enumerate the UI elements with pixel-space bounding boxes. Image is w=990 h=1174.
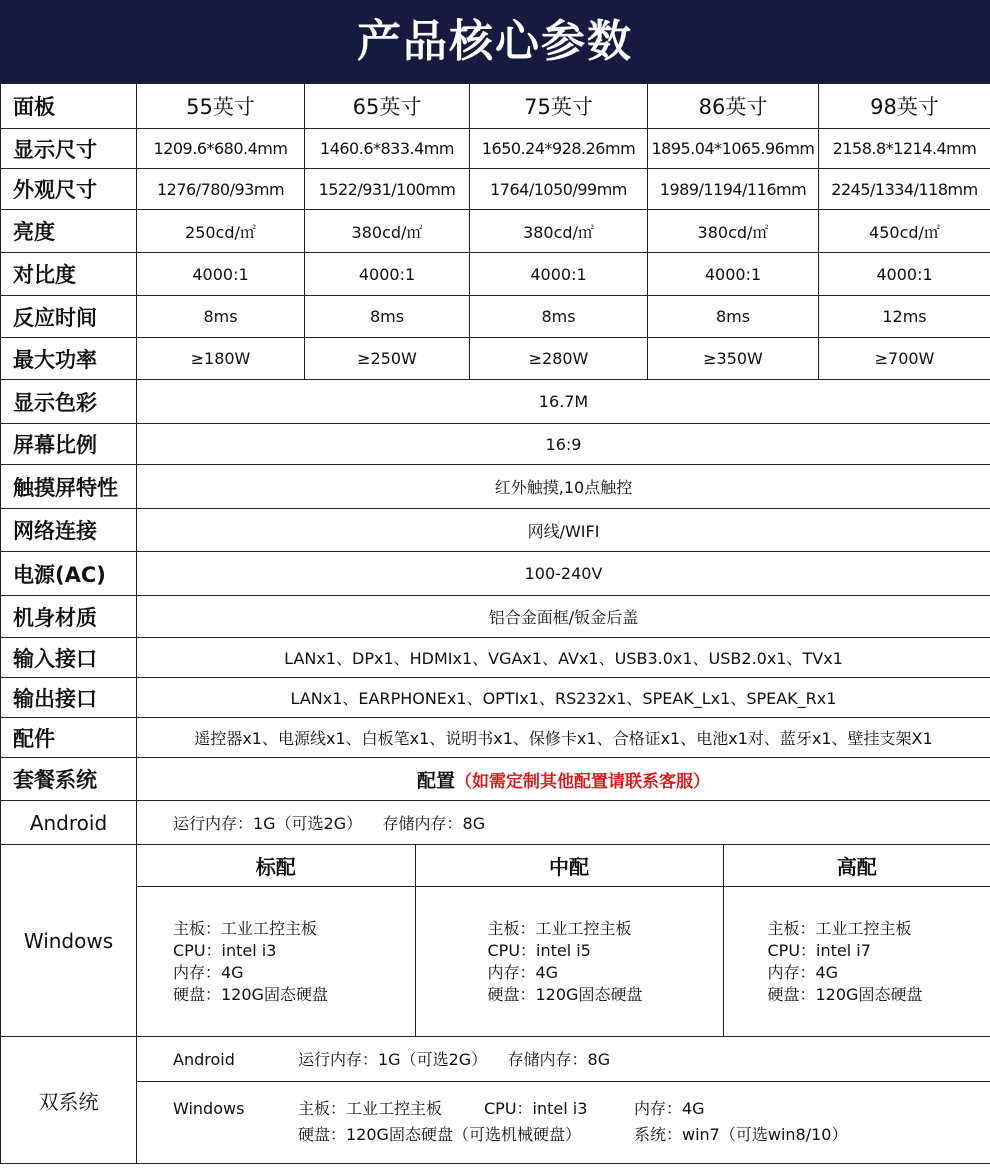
spec-board: 主板：工业工控主板 (173, 918, 318, 938)
table-cell: 4000:1 (470, 253, 648, 296)
row-label: 网络连接 (1, 509, 137, 552)
android-config (137, 801, 990, 845)
table-cell: 380cd/㎡ (305, 210, 470, 253)
row-label: 配件 (1, 718, 137, 758)
tier-header: 标配 (137, 845, 415, 887)
table-row (1, 718, 990, 758)
row-label: 对比度 (1, 253, 137, 296)
row-label: 输出接口 (1, 678, 137, 718)
spec-cpu: CPU：intel i7 (767, 940, 871, 960)
table-row (1, 129, 990, 169)
table-row (1, 169, 990, 210)
spec-disk: 硬盘：120G固态硬盘 (487, 984, 643, 1004)
table-cell: 1764/1050/99mm (470, 169, 648, 210)
table-row (1, 596, 990, 638)
table-cell: 遥控器x1、电源线x1、白板笔x1、说明书x1、保修卡x1、合格证x1、电池x1对、蓝牙x1、壁挂支架X1 (137, 718, 990, 758)
row-label: 亮度 (1, 210, 137, 253)
table-cell: 8ms (648, 296, 819, 338)
size-header: 65英寸 (305, 84, 470, 129)
row-label: 套餐系统 (1, 758, 137, 801)
table-row (1, 552, 990, 596)
table-cell: 1460.6*833.4mm (305, 129, 470, 169)
table-row (1, 210, 990, 253)
spec-board: 主板：工业工控主板 (767, 918, 912, 938)
spec-ram: 内存：4G (487, 962, 559, 982)
dual-android-storage: 存储内存：8G (507, 1050, 611, 1070)
row-label: Windows (1, 845, 137, 1037)
table-cell: ≥180W (137, 338, 305, 380)
table-cell: ≥280W (470, 338, 648, 380)
table-cell: 2245/1334/118mm (819, 169, 990, 210)
row-label: 机身材质 (1, 596, 137, 638)
table-cell: 380cd/㎡ (648, 210, 819, 253)
row-label: Android (1, 801, 137, 845)
table-row (1, 758, 990, 801)
table-cell: 网线/WIFI (137, 509, 990, 552)
row-label: 触摸屏特性 (1, 465, 137, 509)
row-label: 外观尺寸 (1, 169, 137, 210)
table-row (1, 1037, 990, 1164)
dual-windows-disk: 硬盘：120G固态硬盘（可选机械硬盘） (298, 1125, 581, 1145)
table-row (1, 296, 990, 338)
table-cell: 4000:1 (137, 253, 305, 296)
dual-windows-ram: 内存：4G (634, 1099, 705, 1119)
table-cell: LANx1、EARPHONEx1、OPTIx1、RS232x1、SPEAK_Lx1、SPEAK_Rx1 (137, 678, 990, 718)
plan-note: （如需定制其他配置请联系客服） (455, 771, 710, 792)
size-header: 55英寸 (137, 84, 305, 129)
row-label: 双系统 (1, 1037, 137, 1164)
table-row (1, 465, 990, 509)
spec-table (0, 83, 990, 1164)
spec-cpu: CPU：intel i5 (487, 940, 591, 960)
table-row (1, 338, 990, 380)
tier-spec (415, 887, 723, 1037)
table-cell: 100-240V (137, 552, 990, 596)
table-cell: 8ms (470, 296, 648, 338)
tier-header: 中配 (415, 845, 723, 887)
dual-android-os: Android (173, 1050, 235, 1070)
table-row (1, 380, 990, 424)
table-row (1, 424, 990, 465)
spec-disk: 硬盘：120G固态硬盘 (767, 984, 923, 1004)
row-label: 屏幕比例 (1, 424, 137, 465)
row-label: 电源(AC) (1, 552, 137, 596)
dual-windows-board: 主板：工业工控主板 (298, 1099, 443, 1119)
android-ram: 运行内存：1G（可选2G） (173, 814, 363, 833)
table-cell: 4000:1 (819, 253, 990, 296)
table-cell: 12ms (819, 296, 990, 338)
table-row (1, 84, 990, 129)
table-cell: 4000:1 (648, 253, 819, 296)
page-title: 产品核心参数 (0, 0, 990, 83)
dual-config (137, 1037, 990, 1164)
table-cell: 250cd/㎡ (137, 210, 305, 253)
row-label: 最大功率 (1, 338, 137, 380)
row-label: 输入接口 (1, 638, 137, 678)
table-cell: 8ms (305, 296, 470, 338)
dual-table (137, 1037, 990, 1163)
dual-windows-cpu: CPU：intel i3 (484, 1099, 588, 1119)
table-cell: 1989/1194/116mm (648, 169, 819, 210)
table-cell: ≥350W (648, 338, 819, 380)
spec-board: 主板：工业工控主板 (487, 918, 632, 938)
dual-windows-system: 系统：win7（可选win8/10） (634, 1125, 848, 1145)
spec-ram: 内存：4G (173, 962, 244, 982)
row-label: 显示色彩 (1, 380, 137, 424)
spec-ram: 内存：4G (767, 962, 839, 982)
table-row (1, 253, 990, 296)
tier-header: 高配 (723, 845, 990, 887)
table-cell: 450cd/㎡ (819, 210, 990, 253)
dual-windows-os: Windows (173, 1099, 245, 1119)
table-cell: 2158.8*1214.4mm (819, 129, 990, 169)
table-cell: 380cd/㎡ (470, 210, 648, 253)
plan-title: 配置 (416, 769, 455, 792)
size-header: 86英寸 (648, 84, 819, 129)
table-cell: 铝合金面框/钣金后盖 (137, 596, 990, 638)
dual-android-line (137, 1037, 990, 1081)
row-label: 反应时间 (1, 296, 137, 338)
tier-spec (137, 887, 415, 1037)
table-cell: 4000:1 (305, 253, 470, 296)
dual-windows-line (137, 1081, 990, 1163)
table-cell: 1650.24*928.26mm (470, 129, 648, 169)
dual-android-ram: 运行内存：1G（可选2G） (298, 1050, 488, 1070)
table-cell: 8ms (137, 296, 305, 338)
size-header: 98英寸 (819, 84, 990, 129)
spec-disk: 硬盘：120G固态硬盘 (173, 984, 328, 1004)
table-cell: ≥250W (305, 338, 470, 380)
table-row (1, 801, 990, 845)
table-row (1, 678, 990, 718)
windows-tiers (137, 845, 990, 1037)
row-label: 面板 (1, 84, 137, 129)
table-cell: 1895.04*1065.96mm (648, 129, 819, 169)
table-cell: 1276/780/93mm (137, 169, 305, 210)
size-header: 75英寸 (470, 84, 648, 129)
table-cell: 16.7M (137, 380, 990, 424)
table-cell: 1209.6*680.4mm (137, 129, 305, 169)
tier-spec (723, 887, 990, 1037)
table-row (1, 845, 990, 1037)
table-cell: 红外触摸,10点触控 (137, 465, 990, 509)
table-row (1, 509, 990, 552)
table-cell: 16:9 (137, 424, 990, 465)
tier-table (137, 845, 990, 1036)
android-storage: 存储内存：8G (382, 814, 486, 833)
table-row (1, 638, 990, 678)
table-cell: ≥700W (819, 338, 990, 380)
plan-header (137, 758, 990, 801)
spec-cpu: CPU：intel i3 (173, 940, 277, 960)
table-cell: LANx1、DPx1、HDMIx1、VGAx1、AVx1、USB3.0x1、USB2.0x1、TVx1 (137, 638, 990, 678)
row-label: 显示尺寸 (1, 129, 137, 169)
table-cell: 1522/931/100mm (305, 169, 470, 210)
